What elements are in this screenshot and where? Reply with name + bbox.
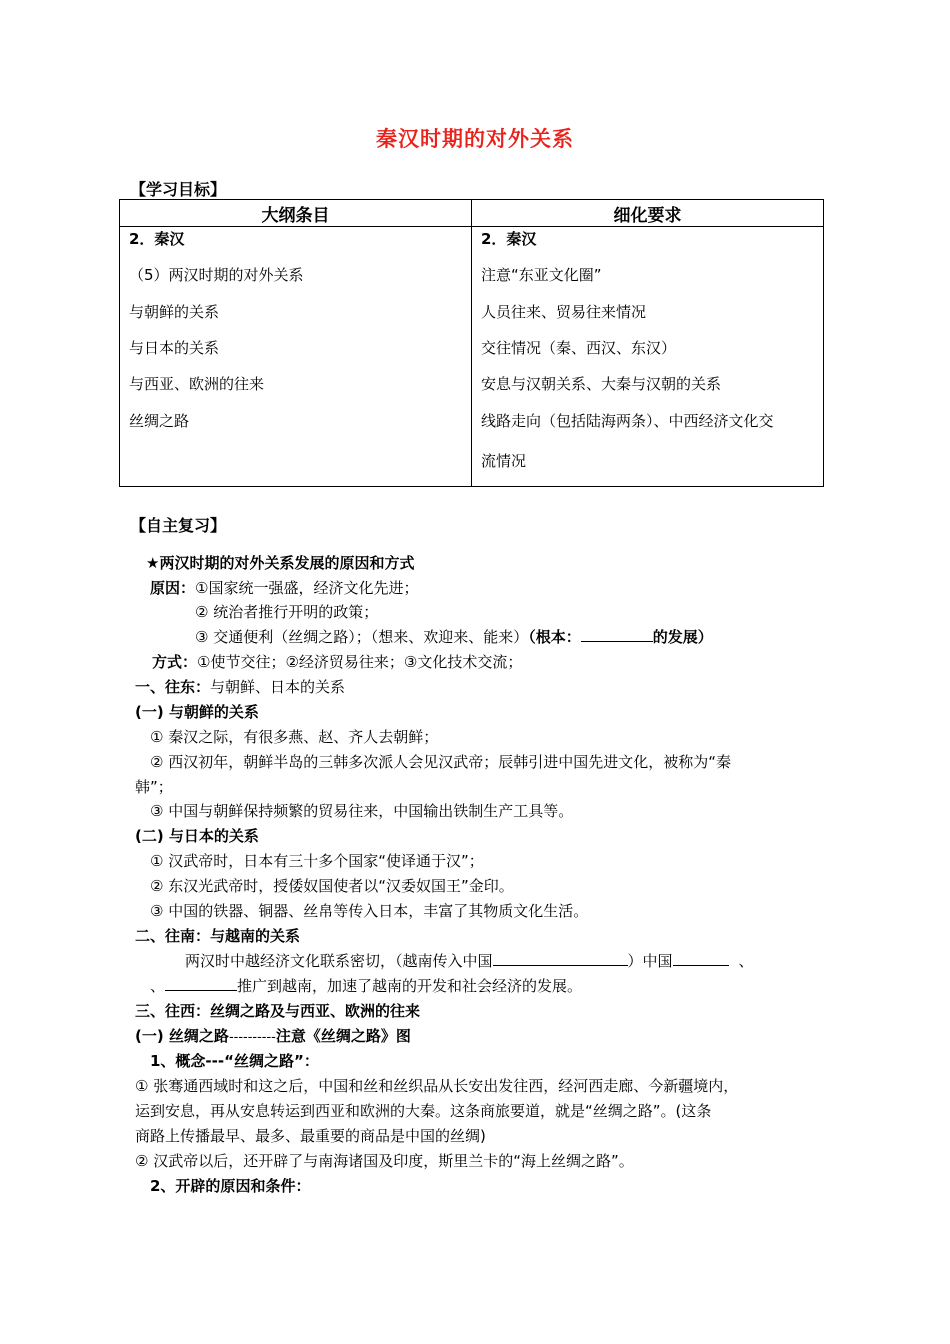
page-title: 秦汉时期的对外关系	[376, 127, 574, 151]
subsection-silk-road	[135, 1025, 411, 1046]
requirement-item: 安息与汉朝关系、大秦与汉朝的关系	[481, 375, 722, 393]
objectives-table	[119, 199, 824, 487]
reason-line-2: ② 统治者推行开明的政策；	[195, 603, 379, 621]
silk-road-label: (一) 丝绸之路	[135, 1027, 229, 1045]
japan-item-3: ③ 中国的铁器、铜器、丝帛等传入日本，丰富了其物质文化生活。	[150, 902, 589, 920]
review-heading: 【自主复习】	[130, 516, 227, 535]
concept-heading: 1、概念---“丝绸之路”：	[150, 1052, 319, 1070]
japan-item-2: ② 东汉光武帝时，授倭奴国使者以“汉委奴国王”金印。	[150, 877, 514, 895]
requirements-cell	[472, 227, 824, 487]
requirement-item: 线路走向（包括陆海两条）、中西经济文化交	[481, 412, 774, 430]
reason-line-3	[195, 626, 713, 647]
vietnam-sep: 、	[738, 952, 754, 970]
vietnam-text-3: 推广到越南，加速了越南的开发和社会经济的发展。	[237, 977, 583, 995]
outline-item: 与西亚、欧洲的往来	[129, 375, 265, 393]
vietnam-line-2	[150, 975, 582, 996]
requirement-item: 交往情况（秦、西汉、东汉）	[481, 339, 677, 357]
korea-item-2-cont: 韩”；	[135, 778, 173, 796]
japan-item-1: ① 汉武帝时，日本有三十多个国家“使译通于汉”；	[150, 852, 484, 870]
way-text: ①使节交往；②经济贸易往来；③文化技术交流；	[197, 653, 523, 671]
outline-cell	[120, 227, 472, 487]
concept-para-4: ② 汉武帝以后，还开辟了与南海诸国及印度，斯里兰卡的“海上丝绸之路”。	[135, 1152, 634, 1170]
table-header-requirements: 细化要求	[472, 200, 824, 227]
section-east	[135, 676, 345, 697]
fill-blank[interactable]	[165, 975, 237, 991]
concept-para-2: 运到安息，再从安息转运到西亚和欧洲的大秦。这条商旅要道，就是“丝绸之路”。(这条	[135, 1102, 712, 1120]
outline-item: （5）两汉时期的对外关系	[129, 266, 304, 284]
reason-label: 原因：	[150, 579, 196, 597]
outline-item: 丝绸之路	[129, 412, 190, 430]
concept-para-1: ① 张骞通西域时和这之后，中国和丝和丝织品从长安出发往西，经河西走廊、今新疆境内，	[135, 1077, 739, 1095]
korea-item-1: ① 秦汉之际，有很多燕、赵、齐人去朝鲜；	[150, 728, 439, 746]
outline-item: 与日本的关系	[129, 339, 220, 357]
outline-item: 与朝鲜的关系	[129, 303, 220, 321]
requirement-item: 人员往来、贸易往来情况	[481, 303, 647, 321]
dash-rule: ----------	[228, 1030, 276, 1045]
requirement-item: 2．秦汉	[481, 230, 537, 248]
korea-item-3: ③ 中国与朝鲜保持频繁的贸易往来，中国输出铁制生产工具等。	[150, 802, 574, 820]
vietnam-line-1	[185, 950, 754, 971]
objectives-heading: 【学习目标】	[130, 180, 227, 199]
subsection-japan: (二) 与日本的关系	[135, 827, 259, 845]
concept-para-3: 商路上传播最早、最多、最重要的商品是中国的丝绸)	[135, 1127, 486, 1145]
subsection-korea: (一) 与朝鲜的关系	[135, 703, 259, 721]
vietnam-sep-2: 、	[150, 977, 166, 995]
fill-blank[interactable]	[673, 950, 729, 966]
fundamental-suffix: 的发展）	[652, 628, 713, 646]
fundamental-label: （根本：	[528, 628, 581, 646]
requirement-item: 注意“东亚文化圈”	[481, 266, 602, 284]
way-label: 方式：	[152, 653, 198, 671]
reason-line-1	[150, 577, 418, 598]
section-west: 三、往西：丝绸之路及与西亚、欧洲的往来	[135, 1002, 421, 1020]
section-east-label: 一、往东：	[135, 678, 211, 696]
korea-item-2: ② 西汉初年，朝鲜半岛的三韩多次派人会见汉武帝；辰韩引进中国先进文化，被称为“秦	[150, 753, 731, 771]
reason-3: ③ 交通便利（丝绸之路）；（想来、欢迎来、能来）	[195, 628, 529, 646]
vietnam-text-1: 两汉时中越经济文化联系密切，（越南传入中国	[185, 952, 493, 970]
outline-item: 2．秦汉	[129, 230, 185, 248]
way-line	[152, 651, 522, 672]
star-heading: ★两汉时期的对外关系发展的原因和方式	[146, 554, 415, 572]
silk-road-note: 注意《丝绸之路》图	[275, 1027, 411, 1045]
reason-1: ①国家统一强盛，经济文化先进；	[195, 579, 419, 597]
table-header-outline: 大纲条目	[120, 200, 472, 227]
requirement-item: 流情况	[481, 452, 527, 470]
vietnam-text-2: ）中国	[627, 952, 673, 970]
fill-blank[interactable]	[493, 950, 628, 966]
section-east-text: 与朝鲜、日本的关系	[210, 678, 346, 696]
reasons-heading: 2、开辟的原因和条件：	[150, 1177, 311, 1195]
fill-blank[interactable]	[581, 626, 653, 642]
section-south: 二、往南：与越南的关系	[135, 927, 301, 945]
